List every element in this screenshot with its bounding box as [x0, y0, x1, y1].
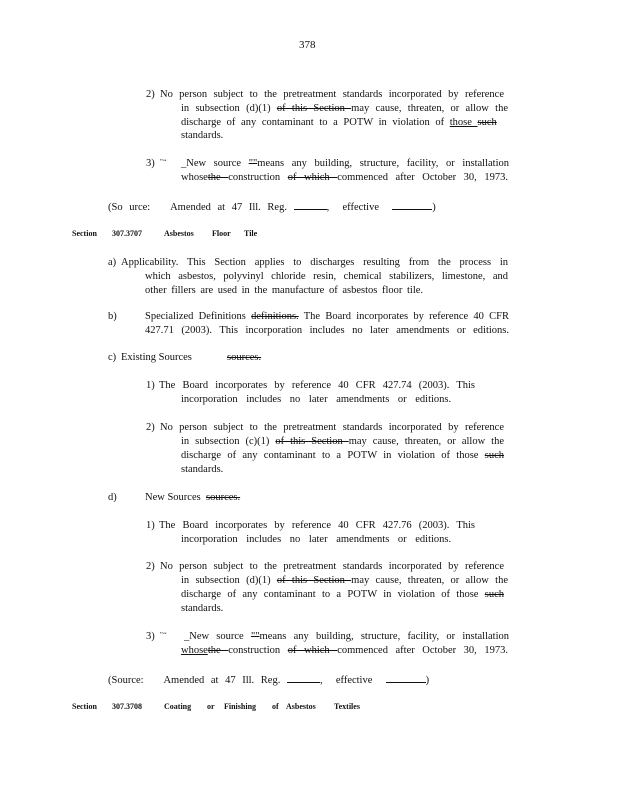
- text: ): [432, 202, 436, 213]
- text: The Board incorporates by reference 40 CFR: [298, 311, 510, 322]
- item-number: 2): [146, 422, 155, 433]
- section-title-word: Textiles: [334, 702, 360, 711]
- paragraph-line: which asbestos, polyvinyl chloride resin, chemical stabilizers, limestone, and: [145, 271, 508, 282]
- paragraph-line: [181, 588, 504, 602]
- section-title-word: Asbestos: [286, 702, 316, 711]
- text: construction: [228, 172, 288, 183]
- text: discharge of any contaminant to a POTW in violation of: [181, 117, 450, 128]
- text: construction: [228, 645, 288, 656]
- quote-marks: "‘‘: [160, 631, 167, 639]
- section-title-word: or: [207, 702, 215, 711]
- deleted-text: sources.: [227, 352, 262, 363]
- blank-line: [294, 199, 327, 210]
- paragraph-line: standards.: [181, 603, 224, 614]
- text: commenced after October 30, 1973.: [337, 172, 508, 183]
- deleted-text: "": [250, 631, 260, 642]
- deleted-text: the: [207, 645, 229, 656]
- item-number: 2): [146, 89, 155, 100]
- text: discharge of any contaminant to a POTW in violation of those: [181, 589, 485, 600]
- section-title-word: Coating: [164, 702, 192, 711]
- inserted-text: those: [449, 117, 478, 128]
- paragraph-line: standards.: [181, 464, 224, 475]
- paragraph-line: Applicability. This Section applies to discharges resulting from the process in: [121, 257, 508, 268]
- section-number: 307.3707: [112, 229, 142, 238]
- text: commenced after October 30, 1973.: [337, 645, 508, 656]
- deleted-text: sources.: [206, 492, 241, 503]
- section-title-word: Floor: [212, 229, 231, 238]
- text: may cause, threaten, or allow the: [351, 103, 509, 114]
- section-word: Section: [72, 702, 97, 711]
- paragraph-line: [160, 88, 504, 102]
- source-note: [108, 672, 429, 688]
- section-number: 307.3708: [112, 702, 142, 711]
- item-number: 3): [146, 631, 155, 642]
- text: effective: [342, 202, 380, 213]
- quote-marks: "‘‘: [160, 158, 167, 166]
- paragraph-line: [184, 630, 509, 644]
- section-title-word: Tile: [244, 229, 258, 238]
- text: ,: [319, 675, 323, 686]
- text: discharge of any contaminant to a POTW in violation of those: [181, 450, 485, 461]
- paragraph-line: 427.71 (2003). This incorporation includes no later amendments or editions.: [145, 325, 509, 336]
- paragraph-line: [181, 157, 509, 171]
- blank-line: [287, 672, 320, 683]
- paragraph-line: other fillers are used in the manufacture of asbestos floor tile.: [145, 285, 424, 296]
- section-word: Section: [72, 229, 97, 238]
- deleted-text: the: [207, 172, 229, 183]
- paragraph-line: incorporation includes no later amendments or editions.: [181, 394, 452, 405]
- deleted-text: of this Section: [275, 436, 349, 447]
- paragraph-line: incorporation includes no later amendments or editions.: [181, 534, 452, 545]
- paragraph-line: The Board incorporates by reference 40 CFR 427.74 (2003). This: [159, 380, 475, 391]
- inserted-text: whose: [181, 645, 208, 656]
- text: _New source: [181, 158, 249, 169]
- paragraph-line: [181, 644, 508, 658]
- section-title-word: Finishing: [224, 702, 257, 711]
- item-label: d): [108, 492, 117, 503]
- item-number: 1): [146, 380, 155, 391]
- text: in subsection (d)(1): [181, 103, 277, 114]
- deleted-text: "": [248, 158, 258, 169]
- item-number: 1): [146, 520, 155, 531]
- text: may cause, threaten, or allow the: [348, 436, 504, 447]
- paragraph-line: No person subject to the pretreatment standards incorporated by reference: [160, 422, 504, 433]
- paragraph-line: [181, 102, 508, 116]
- deleted-text: such: [484, 589, 504, 600]
- page-number: 378: [299, 39, 316, 51]
- text: ): [425, 675, 430, 686]
- paragraph-line: standards.: [181, 130, 224, 141]
- text: may cause, threaten, or allow the: [351, 575, 509, 586]
- text: effective: [335, 675, 373, 686]
- deleted-text: such: [477, 117, 497, 128]
- paragraph-line: [181, 449, 504, 463]
- text: means any building, structure, facility, or installation: [257, 158, 509, 169]
- item-label: a): [108, 257, 117, 268]
- paragraph-line: [181, 116, 497, 130]
- paragraph-line: The Board incorporates by reference 40 CFR 427.76 (2003). This: [159, 520, 475, 531]
- section-title-word: of: [272, 702, 279, 711]
- text: in subsection (c)(1): [181, 436, 276, 447]
- text: _New source: [184, 631, 251, 642]
- deleted-text: of which: [287, 645, 338, 656]
- paragraph-line: [145, 310, 509, 324]
- source-label: (Source:: [108, 675, 144, 686]
- item-number: 2): [146, 561, 155, 572]
- source-label: (So urce:: [108, 202, 151, 213]
- paragraph-line: [181, 435, 504, 449]
- deleted-text: of this Section: [276, 103, 352, 114]
- text: ,: [326, 202, 330, 213]
- deleted-text: of this Section: [276, 575, 352, 586]
- section-title-word: Asbestos: [164, 229, 194, 238]
- text: Specialized Definitions: [145, 311, 252, 322]
- paragraph-line: [181, 574, 508, 588]
- blank-line: [386, 672, 426, 683]
- subsection-heading: New Sources: [145, 492, 201, 503]
- source-note: [108, 199, 436, 215]
- subsection-heading: Existing Sources: [121, 352, 192, 363]
- item-label: c): [108, 352, 117, 363]
- blank-line: [392, 199, 432, 210]
- source-text: Amended at 47 Ill. Reg.: [170, 202, 287, 213]
- text: means any building, structure, facility, or installation: [259, 631, 509, 642]
- deleted-text: definitions.: [251, 311, 299, 322]
- text: whose: [181, 172, 208, 183]
- text: No person subject to the pretreatment standards incorporated by reference: [160, 89, 504, 100]
- text: in subsection (d)(1): [181, 575, 277, 586]
- paragraph-line: [181, 171, 508, 185]
- item-label: b): [108, 311, 117, 322]
- source-text: Amended at 47 Ill. Reg.: [163, 675, 281, 686]
- deleted-text: of which: [287, 172, 338, 183]
- item-number: 3): [146, 158, 155, 169]
- paragraph-line: No person subject to the pretreatment standards incorporated by reference: [160, 561, 504, 572]
- deleted-text: such: [484, 450, 504, 461]
